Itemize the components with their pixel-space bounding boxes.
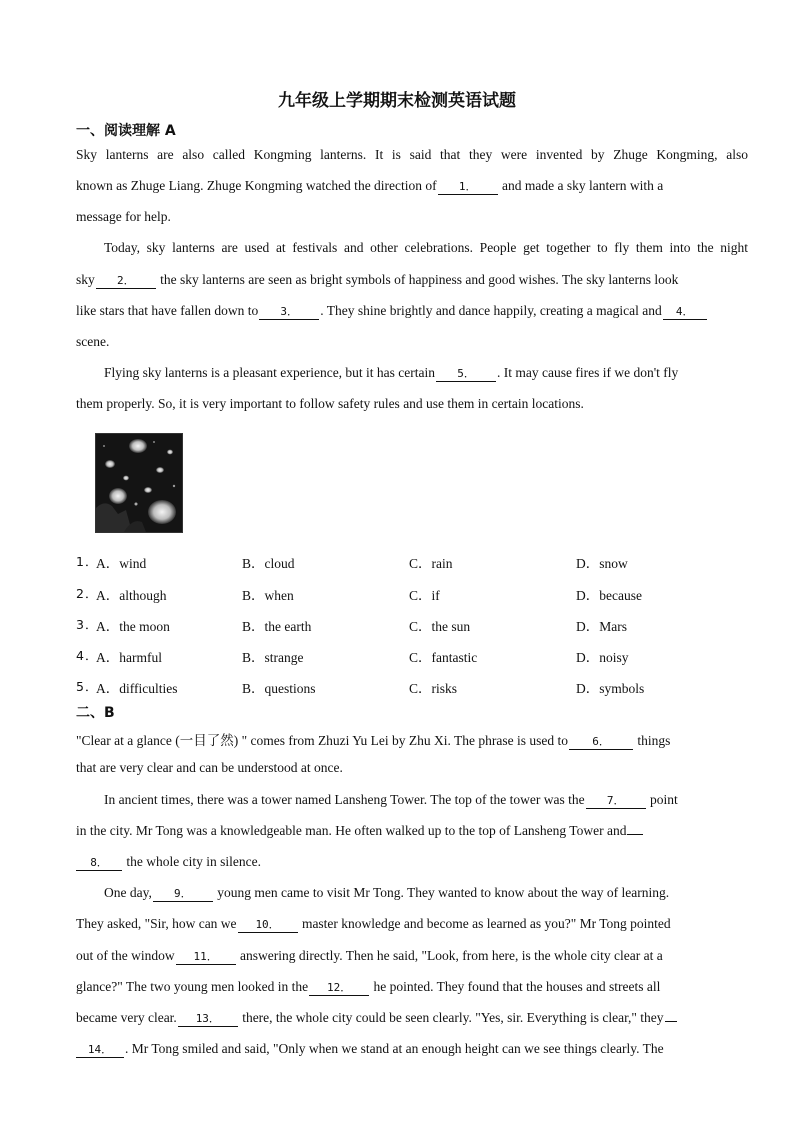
blank-4: 4． [663, 305, 707, 320]
option-a[interactable]: A．the moon [96, 619, 170, 634]
option-c[interactable]: C．rain [409, 556, 453, 571]
blank-9: 9． [153, 887, 213, 902]
text-span: . It may cause fires if we don't fly [497, 365, 679, 380]
option-b[interactable]: B．when [242, 588, 294, 603]
text-span: . They shine brightly and dance happily, creating a magical and [320, 303, 662, 318]
passage-line: scene. [76, 334, 110, 349]
question-4-options [76, 646, 748, 666]
option-d[interactable]: D．because [576, 588, 642, 603]
question-3-options [76, 615, 748, 635]
question-number: 5． [76, 679, 99, 694]
option-c[interactable]: C．risks [409, 681, 458, 696]
text-span: In ancient times, there was a tower named Lansheng Tower. The top of the tower was the [104, 792, 585, 807]
sky-lanterns-photo [95, 433, 183, 533]
blank-14: 14． [76, 1043, 124, 1058]
text-span: in the city. Mr Tong was a knowledgeable man. He often walked up to the top of Lansheng Tower and [76, 823, 627, 838]
blank-8-start [627, 834, 643, 835]
blank-5: 5． [436, 367, 496, 382]
blank-1: 1． [438, 180, 498, 195]
text-span: and made a sky lantern with a [502, 178, 664, 193]
text-span: the sky lanterns are seen as bright symbols of happiness and good wishes. The sky lanterns look [160, 272, 679, 287]
question-1-options [76, 552, 748, 572]
option-b[interactable]: B．the earth [242, 619, 312, 634]
blank-14-start [665, 1021, 677, 1022]
passage-line: them properly. So, it is very important to follow safety rules and use them in certain locations. [76, 396, 584, 411]
page-title: 九年级上学期期末检测英语试题 [278, 91, 516, 111]
text-span: things [637, 733, 671, 748]
text-span: he pointed. They found that the houses and streets all [373, 979, 661, 994]
text-span: . Mr Tong smiled and said, "Only when we stand at an enough height can we see things clearly. The [125, 1041, 664, 1056]
option-a[interactable]: A．wind [96, 556, 147, 571]
question-number: 3． [76, 617, 99, 632]
text-span: became very clear. [76, 1010, 177, 1025]
passage-line [76, 948, 748, 965]
blank-3: 3． [259, 305, 319, 320]
passage-line [76, 272, 748, 289]
question-number: 2． [76, 586, 99, 601]
section-a-heading: 一、阅读理解 A [76, 123, 176, 139]
section-b-heading: 二、B [76, 705, 115, 721]
text-span: master knowledge and become as learned as you?" Mr Tong pointed [301, 916, 671, 931]
text-span: there, the whole city could be seen clearly. "Yes, sir. Everything is clear," they [242, 1010, 664, 1025]
blank-11: 11． [176, 950, 236, 965]
option-a[interactable]: A．difficulties [96, 681, 178, 696]
question-2-options [76, 584, 748, 604]
passage-line: Sky lanterns are also called Kongming lanterns. It is said that they were invented by Zhuge Kongming, also [76, 147, 748, 162]
text-span: They asked, "Sir, how can we [76, 916, 237, 931]
blank-10: 10． [238, 918, 298, 933]
blank-6: 6． [569, 735, 633, 750]
text-span: known as Zhuge Liang. Zhuge Kongming watched the direction of [76, 178, 437, 193]
blank-12: 12． [309, 981, 369, 996]
sky-lanterns-illustration [96, 434, 182, 532]
text-span: like stars that have fallen down to [76, 303, 259, 318]
blank-8: 8． [76, 856, 122, 871]
option-d[interactable]: D．snow [576, 556, 628, 571]
passage-line [104, 792, 748, 809]
passage-line: message for help. [76, 209, 171, 224]
passage-line [104, 885, 748, 902]
question-number: 4． [76, 648, 99, 663]
option-d[interactable]: D．symbols [576, 681, 645, 696]
text-span: One day, [104, 885, 152, 900]
text-span: glance?" The two young men looked in the [76, 979, 309, 994]
option-c[interactable]: C．fantastic [409, 650, 478, 665]
text-span: Flying sky lanterns is a pleasant experience, but it has certain [104, 365, 436, 380]
passage-line: Today, sky lanterns are used at festivals and other celebrations. People get together to fly them into the night [104, 240, 748, 255]
text-span: sky [76, 272, 95, 287]
option-c[interactable]: C．the sun [409, 619, 471, 634]
passage-line [76, 979, 748, 996]
text-span: out of the window [76, 948, 175, 963]
text-span: young men came to visit Mr Tong. They wanted to know about the way of learning. [217, 885, 670, 900]
passage-line [76, 303, 748, 320]
passage-line: that are very clear and can be understood at once. [76, 760, 343, 775]
passage-line [104, 365, 748, 382]
question-number: 1． [76, 554, 99, 569]
option-b[interactable]: B．strange [242, 650, 304, 665]
text-span: point [650, 792, 678, 807]
question-5-options [76, 677, 748, 697]
text-span: answering directly. Then he said, "Look, from here, is the whole city clear at a [240, 948, 663, 963]
option-c[interactable]: C．if [409, 588, 440, 603]
option-a[interactable]: A．harmful [96, 650, 162, 665]
option-d[interactable]: D．noisy [576, 650, 629, 665]
blank-2: 2． [96, 274, 156, 289]
blank-7: 7． [586, 794, 646, 809]
passage-line [76, 178, 748, 195]
option-d[interactable]: D．Mars [576, 619, 627, 634]
passage-line [76, 729, 748, 750]
option-b[interactable]: B．cloud [242, 556, 295, 571]
passage-line [76, 823, 748, 839]
option-b[interactable]: B．questions [242, 681, 316, 696]
passage-line [76, 854, 748, 871]
text-span: the whole city in silence. [126, 854, 261, 869]
passage-line [76, 1041, 748, 1058]
option-a[interactable]: A．although [96, 588, 167, 603]
passage-line [76, 916, 748, 933]
text-span: "Clear at a glance (一目了然) " comes from Zhuzi Yu Lei by Zhu Xi. The phrase is used to [76, 733, 569, 748]
passage-line [76, 1010, 748, 1027]
blank-13: 13． [178, 1012, 238, 1027]
